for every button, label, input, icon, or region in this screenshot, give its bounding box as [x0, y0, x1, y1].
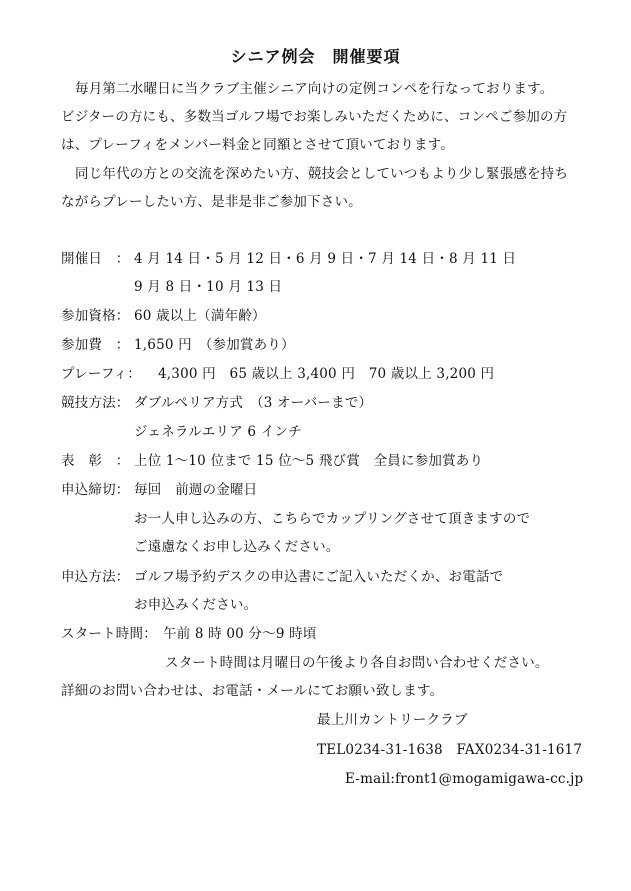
fee-value: 1,650 円 （参加賞あり） — [134, 337, 295, 353]
start-label: スタート時間： — [61, 626, 157, 642]
start-value: 午前 8 時 00 分～9 時頃 — [163, 626, 317, 642]
dates-label: 開催日 ： — [61, 251, 130, 267]
intro-line: ながらプレーしたい方、是非是非ご参加下さい。 — [61, 194, 362, 210]
deadline-value: お一人申し込みの方、こちらでカップリングさせて頂きますので — [134, 511, 531, 527]
dates-value: 4 月 14 日・5 月 12 日・6 月 9 日・7 月 14 日・8 月 11 日 — [134, 251, 517, 267]
eligibility-value: 60 歳以上（満年齢） — [134, 308, 266, 324]
club-name: 最上川カントリークラブ — [317, 712, 468, 728]
playfee-label: プレーフィ： — [61, 366, 141, 382]
deadline-value: ご遠慮なくお申し込みください。 — [134, 539, 340, 555]
eligibility-label: 参加資格： — [61, 308, 130, 324]
intro-line: 毎月第二水曜日に当クラブ主催シニア向けの定例コンペを行なっております。 — [75, 81, 554, 97]
inquiry-text: 詳細のお問い合わせは、お電話・メールにてお願い致します。 — [61, 683, 444, 699]
intro-line: ビジターの方にも、多数当ゴルフ場でお楽しみいただくために、コンペご参加の方 — [61, 109, 568, 125]
format-value: ジェネラルエリア 6 インチ — [134, 424, 302, 440]
format-label: 競技方法： — [61, 395, 130, 411]
method-label: 申込方法： — [61, 569, 130, 585]
email-address: E-mail:front1@mogamigawa-cc.jp — [345, 771, 584, 787]
awards-label: 表 彰 ： — [61, 453, 130, 469]
dates-value: 9 月 8 日・10 月 13 日 — [134, 279, 283, 295]
method-value: ゴルフ場予約デスクの申込書にご記入いただくか、お電話で — [134, 569, 504, 585]
tel-fax: TEL0234-31-1638 FAX0234-31-1617 — [317, 742, 583, 758]
fee-label: 参加費 ： — [61, 337, 130, 353]
intro-line: 同じ年代の方との交流を深めたい方、競技会としていつもより少し緊張感を持ち — [75, 166, 569, 182]
deadline-value: 毎回 前週の金曜日 — [134, 482, 258, 498]
playfee-value: 4,300 円 65 歳以上 3,400 円 70 歳以上 3,200 円 — [158, 366, 495, 382]
intro-line: は、プレーフィをメンバー料金と同額とさせて頂いております。 — [61, 137, 454, 153]
deadline-label: 申込締切： — [61, 482, 130, 498]
method-value: お申込みください。 — [134, 597, 258, 613]
page-title: シニア例会 開催要項 — [230, 47, 401, 66]
format-value: ダブルペリア方式 （3 オーバーまで） — [134, 395, 373, 411]
start-note: スタート時間は月曜日の午後より各自お問い合わせください。 — [165, 655, 549, 671]
awards-value: 上位 1～10 位まで 15 位～5 飛び賞 全員に参加賞あり — [134, 453, 484, 469]
